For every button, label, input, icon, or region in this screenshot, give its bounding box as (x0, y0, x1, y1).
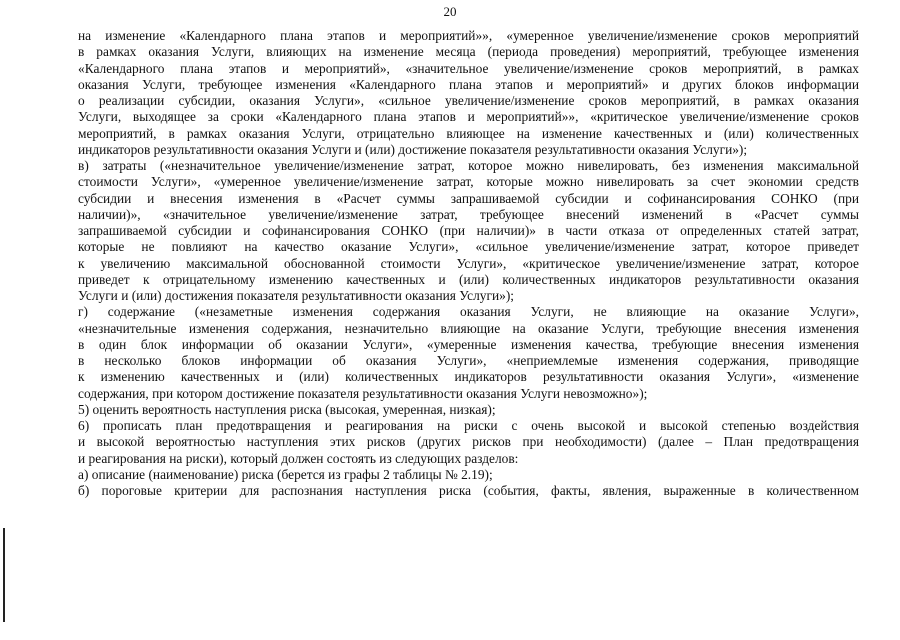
text-line: на изменение «Календарного плана этапов и мероприятий»», «умеренное увеличение/изменение сроков мероприятий (78, 28, 859, 43)
paragraph (78, 402, 859, 418)
paragraph (78, 304, 859, 402)
text-line: и высокой вероятностью наступления этих рисков (других рисков при необходимости) (далее – План предотвращения (78, 434, 859, 450)
text-line: б) пороговые критерии для распознания наступления риска (события, факты, явления, выраженные в количественном (78, 483, 859, 498)
paragraph (78, 28, 859, 158)
text-line: субсидии и внесения изменения в «Расчет суммы запрашиваемой субсидии и софинансирования СОНКО (при (78, 190, 859, 206)
paragraph (78, 483, 859, 499)
text-line: 5) оценить вероятность наступления риска (высокая, умеренная, низкая); (78, 401, 496, 417)
text-line: оказания Услуги, требующее изменения «Календарного плана этапов и мероприятий» и других блоков информации (78, 76, 859, 92)
text-line: содержания, при котором достижение показателя результативности оказания Услуги невозможно»); (78, 385, 648, 401)
paragraph (78, 158, 859, 304)
text-line: 6) прописать план предотвращения и реагирования на риски с очень высокой и высокой степенью воздействия (78, 418, 859, 433)
text-line: стоимости Услуги», «умеренное увеличение/изменение затрат, которые можно нивелировать за счет экономии средств (78, 174, 859, 190)
text-line: к увеличению максимальной обоснованной стоимости Услуги», «критическое увеличение/изменение затрат, которое (78, 255, 859, 271)
text-line: которые не повлияют на качество оказание Услуги», «сильное увеличение/изменение затрат, которое приведет (78, 239, 859, 255)
text-line: о реализации субсидии, оказания Услуги», «сильное увеличение/изменение сроков мероприятий, в рамках оказания (78, 93, 859, 108)
paragraph (78, 467, 859, 483)
text-line: а) описание (наименование) риска (берется из графы 2 таблицы № 2.19); (78, 466, 493, 482)
text-line: в несколько блоков информации об оказания Услуги», «неприемлемые изменения содержания, приводящие (78, 353, 859, 368)
text-line: наличии)», «значительное увеличение/изменение затрат, требующее внесений изменений в «Расчет суммы (78, 206, 859, 222)
page-number: 20 (443, 4, 457, 19)
text-line: Услуги и (или) достижения показателя результативности оказания Услуги»); (78, 288, 515, 303)
text-line: запрашиваемой субсидии и софинансирования СОНКО (при наличии)» в части отказа от определенных статей затрат, (78, 223, 859, 238)
text-line: к изменению качественных и (или) количественных индикаторов результативности оказания Услуги», «изменение (78, 369, 859, 385)
text-line: в один блок информации об оказании Услуги», «умеренные изменения качества, требующие внесения изменения (78, 336, 859, 352)
text-line: и реагирования на риски), который должен состоять из следующих разделов: (78, 450, 519, 466)
text-line: г) содержание («незаметные изменения содержания оказания Услуги, не влияющие на оказание Услуги», (78, 304, 859, 320)
text-line: мероприятий, в рамках оказания Услуги, отрицательно влияющее на изменение качественных и (или) количественных (78, 125, 859, 141)
margin-bar (3, 528, 5, 622)
document-body (78, 28, 859, 499)
text-line: в) затраты («незначительное увеличение/изменение затрат, которое можно нивелировать, без изменения максимальной (78, 158, 859, 173)
paragraph (78, 418, 859, 467)
text-line: индикаторов результативности оказания Услуги и (или) достижение показателя результативности оказания Услуги»); (78, 141, 748, 157)
text-line: в рамках оказания Услуги, влияющих на изменение месяца (периода проведения) мероприятий, требующее изменения (78, 44, 859, 60)
text-line: Услуги, выходящее за сроки «Календарного плана этапов и мероприятий»», «критическое увеличение/изменение сроков (78, 109, 859, 125)
text-line: «незначительные изменения содержания, незначительно влияющие на оказание Услуги, требующие внесения изменения (78, 320, 859, 336)
text-line: «Календарного плана этапов и мероприятий», «значительное увеличение/изменение сроков мероприятий, в рамках (78, 60, 859, 76)
text-line: приведет к отрицательному изменению качественных и (или) количественных индикаторов результативности оказания (78, 271, 859, 287)
